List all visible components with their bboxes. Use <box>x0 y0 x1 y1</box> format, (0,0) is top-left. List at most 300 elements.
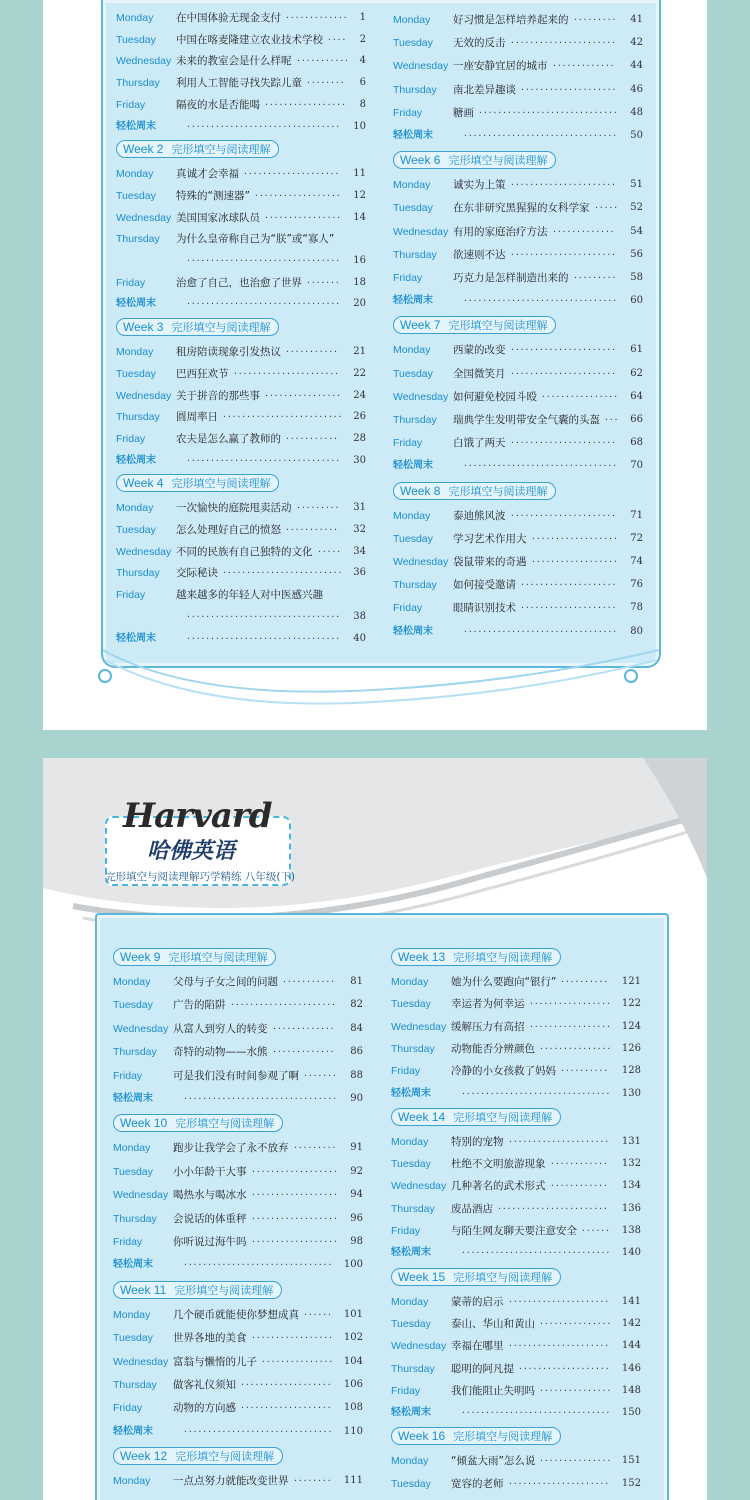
entry-title: 为什么皇帝称自己为“朕”或“寡人” <box>176 233 335 246</box>
entry-day: Tuesday <box>393 202 433 215</box>
toc-entry <box>113 1471 363 1491</box>
toc-entry <box>393 198 643 218</box>
entry-page: 121 <box>621 976 641 987</box>
week-header <box>393 151 556 169</box>
entry-title: 租房陪读现象引发热议 <box>176 346 281 359</box>
entry-title: 会说话的体重秤 <box>173 1212 247 1225</box>
leader-dots: ······················ <box>510 368 616 378</box>
entry-title: 糖画 <box>453 106 474 119</box>
toc-entry <box>393 552 643 572</box>
entry-day: Thursday <box>391 1202 435 1215</box>
week-number: Week 14 <box>398 1109 446 1124</box>
entry-page: 8 <box>359 98 366 110</box>
entry-title: 泰山、华山和黄山 <box>451 1317 535 1330</box>
leader-dots: ······················ <box>230 1000 336 1010</box>
entry-page: 44 <box>630 60 643 72</box>
toc-entry <box>391 1154 641 1174</box>
toc-entry <box>391 1336 641 1356</box>
entry-day: Tuesday <box>113 999 153 1012</box>
entry-day: Friday <box>391 1065 421 1078</box>
leader-dots: ······················ <box>510 249 616 259</box>
toc-entry <box>113 1185 363 1205</box>
entry-page: 34 <box>353 545 366 557</box>
entry-page: 18 <box>353 276 366 288</box>
week-header <box>116 474 279 492</box>
leader-dots: ··· <box>604 415 619 424</box>
entry-day: Monday <box>393 14 431 26</box>
entry-page: 42 <box>630 37 643 49</box>
leader-dots: ······················· <box>497 1203 608 1213</box>
entry-title: 幸运者为何幸运 <box>451 998 525 1011</box>
entry-day: Friday <box>116 432 146 445</box>
leader-dots: ········· <box>573 273 617 282</box>
entry-title: 在中国体验无现金支付 <box>176 12 281 24</box>
toc-entry <box>116 51 366 71</box>
week-number: Week 10 <box>120 1116 168 1131</box>
entry-day: Tuesday <box>116 524 156 536</box>
entry-page: 126 <box>621 1042 641 1054</box>
week-label: 完形填空与阅读理解 <box>168 951 268 964</box>
weekend-row <box>116 294 366 314</box>
entry-title: 利用人工智能寻找失踪儿童 <box>176 77 302 90</box>
leader-dots: ··········· <box>285 525 338 534</box>
leader-dots: ··············· <box>261 1356 333 1366</box>
week-label: 完形填空与阅读理解 <box>448 319 548 333</box>
entry-page: 134 <box>621 1180 641 1192</box>
entry-day: Monday <box>116 502 154 515</box>
entry-day: Wednesday <box>393 556 449 568</box>
leader-dots: ······················ <box>510 438 616 448</box>
week-number: Week 15 <box>398 1269 446 1284</box>
entry-page: 108 <box>343 1402 363 1414</box>
entry-page: 100 <box>343 1259 363 1271</box>
leader-dots: ··················· <box>518 1363 610 1373</box>
entry-day: Thursday <box>113 1046 157 1059</box>
entry-day: Monday <box>113 1142 151 1155</box>
entry-day: Tuesday <box>116 33 156 46</box>
entry-page: 98 <box>350 1236 363 1247</box>
leader-dots: ······················ <box>510 510 616 520</box>
week-label: 完形填空与阅读理解 <box>171 477 271 491</box>
entry-title: 广告的陷阱 <box>173 999 226 1012</box>
entry-page: 60 <box>630 295 643 307</box>
entry-day: 轻松周末 <box>391 1247 431 1259</box>
entry-day: Tuesday <box>393 532 433 545</box>
leader-dots: ········· <box>293 1143 337 1153</box>
entry-page: 41 <box>630 14 643 25</box>
entry-page: 104 <box>343 1355 363 1367</box>
toc-entry <box>393 268 643 288</box>
entry-day: 轻松周末 <box>391 1087 431 1099</box>
entry-page: 81 <box>350 976 363 987</box>
entry-title: 我们能阻止失明吗 <box>451 1384 535 1397</box>
toc-entry <box>116 364 366 384</box>
leader-dots: ····· <box>317 546 342 556</box>
entry-page: 78 <box>630 602 643 614</box>
leader-dots: ···················· <box>520 580 617 590</box>
leader-dots: ······················ <box>510 38 616 48</box>
entry-page: 102 <box>343 1332 363 1344</box>
toc-entry <box>113 1209 363 1229</box>
toc-entry <box>393 410 643 430</box>
toc-entry <box>391 1176 641 1196</box>
week-number: Week 16 <box>398 1429 446 1444</box>
leader-dots: ···················· <box>243 169 340 179</box>
toc-entry <box>116 95 366 115</box>
entry-day: 轻松周末 <box>393 295 433 307</box>
leader-dots: ··················· <box>240 1380 332 1389</box>
brand-en: Harvard <box>123 796 272 836</box>
toc-entry <box>391 1199 641 1219</box>
week-header <box>113 1447 283 1465</box>
entry-day: Friday <box>393 602 423 615</box>
leader-dots: ·········· <box>560 1066 609 1076</box>
entry-title: 真诚才会幸福 <box>176 168 239 181</box>
entry-title: 巴西狂欢节 <box>176 367 229 380</box>
week-header <box>393 482 556 500</box>
entry-day: Tuesday <box>113 1332 153 1345</box>
entry-page: 46 <box>630 83 643 95</box>
leader-dots: ································ <box>186 611 341 621</box>
toc-entry <box>116 164 366 184</box>
leader-dots: ······················ <box>233 368 339 378</box>
leader-dots: ································ <box>463 626 618 636</box>
entry-page: 122 <box>621 998 641 1010</box>
entry-day: Monday <box>391 976 429 988</box>
leader-dots: ·················· <box>531 557 618 566</box>
toc-entry <box>113 1019 363 1039</box>
toc-entry <box>393 340 643 360</box>
toc-entry <box>116 229 366 249</box>
toc-entry <box>393 529 643 549</box>
entry-page: 138 <box>621 1225 641 1236</box>
leader-dots: ················ <box>264 212 342 222</box>
toc-entry <box>116 542 366 562</box>
week-label: 完形填空与阅读理解 <box>448 154 548 168</box>
toc-entry <box>113 1066 363 1086</box>
entry-day: Monday <box>113 976 151 988</box>
entry-page: 101 <box>343 1308 363 1320</box>
entry-day: Friday <box>393 272 423 284</box>
leader-dots: ················ <box>264 390 342 400</box>
leader-dots: ······························· <box>461 1408 611 1418</box>
week-header <box>391 948 561 966</box>
entry-day: Monday <box>393 344 431 357</box>
entry-day: Wednesday <box>391 1340 447 1353</box>
week-label: 完形填空与阅读理解 <box>453 1430 553 1444</box>
entry-title: 宽容的老师 <box>451 1477 504 1490</box>
entry-title: 不同的民族有自己独特的文化 <box>176 545 313 558</box>
entry-day: Wednesday <box>116 389 172 402</box>
entry-page: 4 <box>359 55 366 67</box>
entry-page: 58 <box>630 272 643 283</box>
entry-day: Friday <box>116 98 146 111</box>
entry-title: 南北差异趣谈 <box>453 83 516 96</box>
week-label: 完形填空与阅读理解 <box>171 143 271 157</box>
entry-page: 76 <box>630 579 643 591</box>
entry-day: Thursday <box>116 233 160 246</box>
entry-page: 11 <box>353 168 366 180</box>
entry-page: 136 <box>621 1202 641 1214</box>
toc-entry <box>393 364 643 384</box>
entry-title: 如何避免校园斗殴 <box>453 390 537 403</box>
toc-entry <box>113 972 363 992</box>
toc-entry <box>116 429 366 449</box>
leader-dots: ····················· <box>508 1136 610 1146</box>
week-header <box>113 1281 282 1299</box>
toc-entry <box>113 1352 363 1372</box>
entry-day: Tuesday <box>113 1165 153 1178</box>
entry-day: 轻松周末 <box>113 1259 153 1271</box>
entry-title: 小小年龄干大事 <box>173 1165 247 1178</box>
leader-dots: ··········· <box>285 347 338 357</box>
week-header <box>393 316 556 334</box>
leader-dots: ·················· <box>251 1166 338 1176</box>
leader-dots: ············· <box>552 61 615 71</box>
entry-page: 30 <box>353 454 366 466</box>
entry-page: 71 <box>630 509 643 521</box>
leader-dots: ·········· <box>560 977 609 986</box>
entry-day: Monday <box>391 1455 429 1468</box>
entry-day: Friday <box>116 589 146 602</box>
entry-title: 几个硬币就能使你梦想成真 <box>173 1308 299 1321</box>
toc-entry <box>116 585 366 605</box>
leader-dots: ····················· <box>508 1296 610 1306</box>
leader-dots: ··········· <box>285 433 338 443</box>
toc-entry <box>113 1162 363 1182</box>
entry-page: 38 <box>353 610 366 622</box>
toc-entry <box>116 273 366 293</box>
leader-dots: ··········· <box>282 977 335 986</box>
entry-page: 86 <box>350 1046 363 1058</box>
entry-title: 隔夜的水是否能喝 <box>176 98 260 111</box>
leader-dots: ····················· <box>508 1478 610 1488</box>
toc-entry <box>391 1017 641 1037</box>
entry-title: 聪明的阿凡提 <box>451 1362 514 1375</box>
entry-page: 70 <box>630 460 643 472</box>
entry-title: 世界各地的美食 <box>173 1332 247 1345</box>
weekend-row <box>116 117 366 137</box>
week-label: 完形填空与阅读理解 <box>175 1117 275 1131</box>
entry-title: “倾盆大雨”怎么说 <box>451 1455 536 1468</box>
entry-day: Wednesday <box>393 390 449 403</box>
entry-title: 圆周率日 <box>176 411 218 424</box>
entry-title: 一次愉快的庭院甩卖活动 <box>176 502 292 515</box>
entry-title: 有用的家庭治疗方法 <box>453 225 548 238</box>
entry-day: Thursday <box>393 579 437 592</box>
leader-dots: ··················· <box>240 1403 332 1413</box>
leader-dots: ···················· <box>520 84 617 94</box>
toc-entry <box>113 995 363 1015</box>
leader-dots: ·················· <box>254 190 341 200</box>
entry-day: Thursday <box>116 567 160 580</box>
entry-page: 6 <box>359 77 366 89</box>
leader-dots: ················· <box>251 1333 333 1343</box>
entry-page: 94 <box>350 1189 363 1201</box>
weekend-row <box>391 1403 641 1423</box>
leader-dots: ····· <box>594 203 619 213</box>
entry-day: 轻松周末 <box>116 298 156 310</box>
entry-page: 32 <box>353 524 366 535</box>
entry-page: 40 <box>353 632 366 644</box>
entry-title: 冷静的小女孩救了妈妈 <box>451 1065 556 1078</box>
entry-page: 16 <box>353 255 366 266</box>
entry-title: 跑步让我学会了永不放弃 <box>173 1142 289 1155</box>
week-number: Week 9 <box>120 950 161 964</box>
toc-entry <box>393 433 643 453</box>
entry-day: 轻松周末 <box>116 120 156 132</box>
leader-dots: ············ <box>550 1181 608 1191</box>
weekend-row <box>391 1243 641 1263</box>
entry-page: 56 <box>630 248 643 260</box>
entry-page: 131 <box>621 1135 641 1147</box>
entry-page: 64 <box>630 390 643 402</box>
entry-page: 21 <box>353 346 366 358</box>
entry-title: 越来越多的年轻人对中医感兴趣 <box>176 589 323 602</box>
leader-dots: ······ <box>581 1226 610 1235</box>
entry-day: Wednesday <box>393 60 449 73</box>
leader-dots: ································ <box>186 455 341 465</box>
toc-entry <box>391 1221 641 1241</box>
entry-title: 好习惯是怎样培养起来的 <box>453 14 569 26</box>
entry-page: 150 <box>621 1407 641 1419</box>
week-number: Week 11 <box>120 1282 167 1297</box>
entry-page: 12 <box>353 189 366 201</box>
entry-day: Monday <box>393 179 431 192</box>
weekend-row <box>393 456 643 476</box>
week-header <box>391 1268 561 1286</box>
leader-dots: ································ <box>463 131 618 140</box>
entry-title: 动物能否分辨颜色 <box>451 1042 535 1055</box>
entry-page: 24 <box>353 389 366 401</box>
entry-page: 61 <box>630 344 643 356</box>
toc-entry <box>116 520 366 540</box>
entry-title: 幸福在哪里 <box>451 1340 504 1353</box>
entry-title: 废品酒店 <box>451 1202 493 1215</box>
toc-page-2 <box>43 758 707 1500</box>
weekend-row <box>113 1255 363 1275</box>
entry-day: 轻松周末 <box>393 625 433 637</box>
week-header <box>113 1114 283 1132</box>
week-number: Week 13 <box>398 950 446 964</box>
entry-page: 54 <box>630 225 643 237</box>
entry-page: 68 <box>630 437 643 449</box>
week-header <box>116 140 279 158</box>
leader-dots: ························· <box>222 568 342 578</box>
entry-page: 90 <box>350 1093 363 1104</box>
entry-title: 泰迪熊风波 <box>453 509 506 522</box>
leader-dots: ················ <box>541 391 619 401</box>
leader-dots: ······· <box>303 1070 337 1080</box>
entry-day: Monday <box>113 1475 151 1488</box>
entry-title: 蒙蒂的启示 <box>451 1295 504 1308</box>
entry-day: 轻松周末 <box>113 1425 153 1437</box>
entry-title: 缓解压力有高招 <box>451 1020 525 1033</box>
leader-dots: ························· <box>222 412 342 422</box>
entry-title: 一座安静宜居的城市 <box>453 60 548 73</box>
entry-page: 10 <box>353 120 366 132</box>
week-number: Week 8 <box>400 483 441 498</box>
entry-page: 88 <box>350 1069 363 1081</box>
toc-entry <box>391 1132 641 1152</box>
week-label: 完形填空与阅读理解 <box>448 484 548 498</box>
entry-title: 巧克力是怎样制造出来的 <box>453 272 569 284</box>
entry-day: 轻松周末 <box>116 632 156 644</box>
weekend-row <box>116 451 366 471</box>
leader-dots: ················· <box>264 99 346 109</box>
entry-title: 喝热水与喝冰水 <box>173 1189 247 1202</box>
entry-title: 从富人到穷人的转变 <box>173 1022 268 1035</box>
entry-title: 可是我们没有时间参观了啊 <box>173 1069 299 1082</box>
entry-day: 轻松周末 <box>113 1093 153 1104</box>
week-label: 完形填空与阅读理解 <box>453 1270 553 1284</box>
entry-page: 80 <box>630 625 643 637</box>
weekend-row <box>391 1084 641 1104</box>
entry-day: Monday <box>113 1308 151 1321</box>
toc-entry <box>116 563 366 583</box>
week-label: 完形填空与阅读理解 <box>453 1110 553 1124</box>
entry-title: 怎么处理好自己的愤怒 <box>176 524 281 536</box>
entry-day: Friday <box>393 437 423 450</box>
entry-title: 诚实为上策 <box>453 179 506 192</box>
weekend-row <box>393 126 643 146</box>
leader-dots: ································ <box>463 296 618 306</box>
entry-day: Monday <box>391 1135 429 1148</box>
entry-page: 110 <box>343 1425 363 1437</box>
entry-page: 31 <box>353 502 366 514</box>
leader-dots: ···· <box>327 34 347 44</box>
entry-title: 眼睛识别技术 <box>453 602 516 615</box>
entry-day: Thursday <box>391 1362 435 1375</box>
entry-title: 学习艺术作用大 <box>453 532 527 545</box>
leader-dots: ·················· <box>251 1237 338 1246</box>
toc-entry <box>393 80 643 100</box>
toc-entry <box>116 208 366 228</box>
leader-dots: ··············· <box>539 1456 611 1466</box>
toc-entry <box>393 575 643 595</box>
entry-page: 2 <box>359 33 366 45</box>
week-label: 完形填空与阅读理解 <box>174 1283 274 1297</box>
week-label: 完形填空与阅读理解 <box>453 951 553 964</box>
entry-day: Wednesday <box>393 225 449 238</box>
leader-dots: ················· <box>529 999 611 1009</box>
entry-title: 瑞典学生发明带安全气囊的头盔 <box>453 414 600 426</box>
entry-title: 关于拼音的那些事 <box>176 389 260 402</box>
entry-day: Monday <box>393 509 431 522</box>
weekend-row <box>393 622 643 642</box>
toc-entry <box>391 1451 641 1471</box>
leader-dots: ··········· <box>296 56 349 66</box>
toc-entry <box>391 972 641 992</box>
entry-title: 中国在喀麦隆建立农业技术学校 <box>176 33 323 46</box>
entry-page: 91 <box>350 1142 363 1154</box>
weekend-row <box>113 1089 363 1109</box>
entry-day: Monday <box>391 1295 429 1308</box>
entry-day: Thursday <box>393 414 437 426</box>
entry-title: 无效的反击 <box>453 37 506 50</box>
entry-title: 她为什么要跑向“银行” <box>451 976 557 988</box>
entry-title: 动物的方向感 <box>173 1402 236 1415</box>
toc-entry <box>391 1381 641 1401</box>
entry-day: Thursday <box>116 77 160 90</box>
toc-entry <box>116 342 366 362</box>
leader-dots: ·················· <box>531 533 618 543</box>
entry-page: 82 <box>350 999 363 1011</box>
leader-dots: ································ <box>186 633 341 643</box>
toc-entry <box>113 1398 363 1418</box>
toc-entry <box>391 1061 641 1081</box>
leader-dots: ············· <box>285 13 348 22</box>
